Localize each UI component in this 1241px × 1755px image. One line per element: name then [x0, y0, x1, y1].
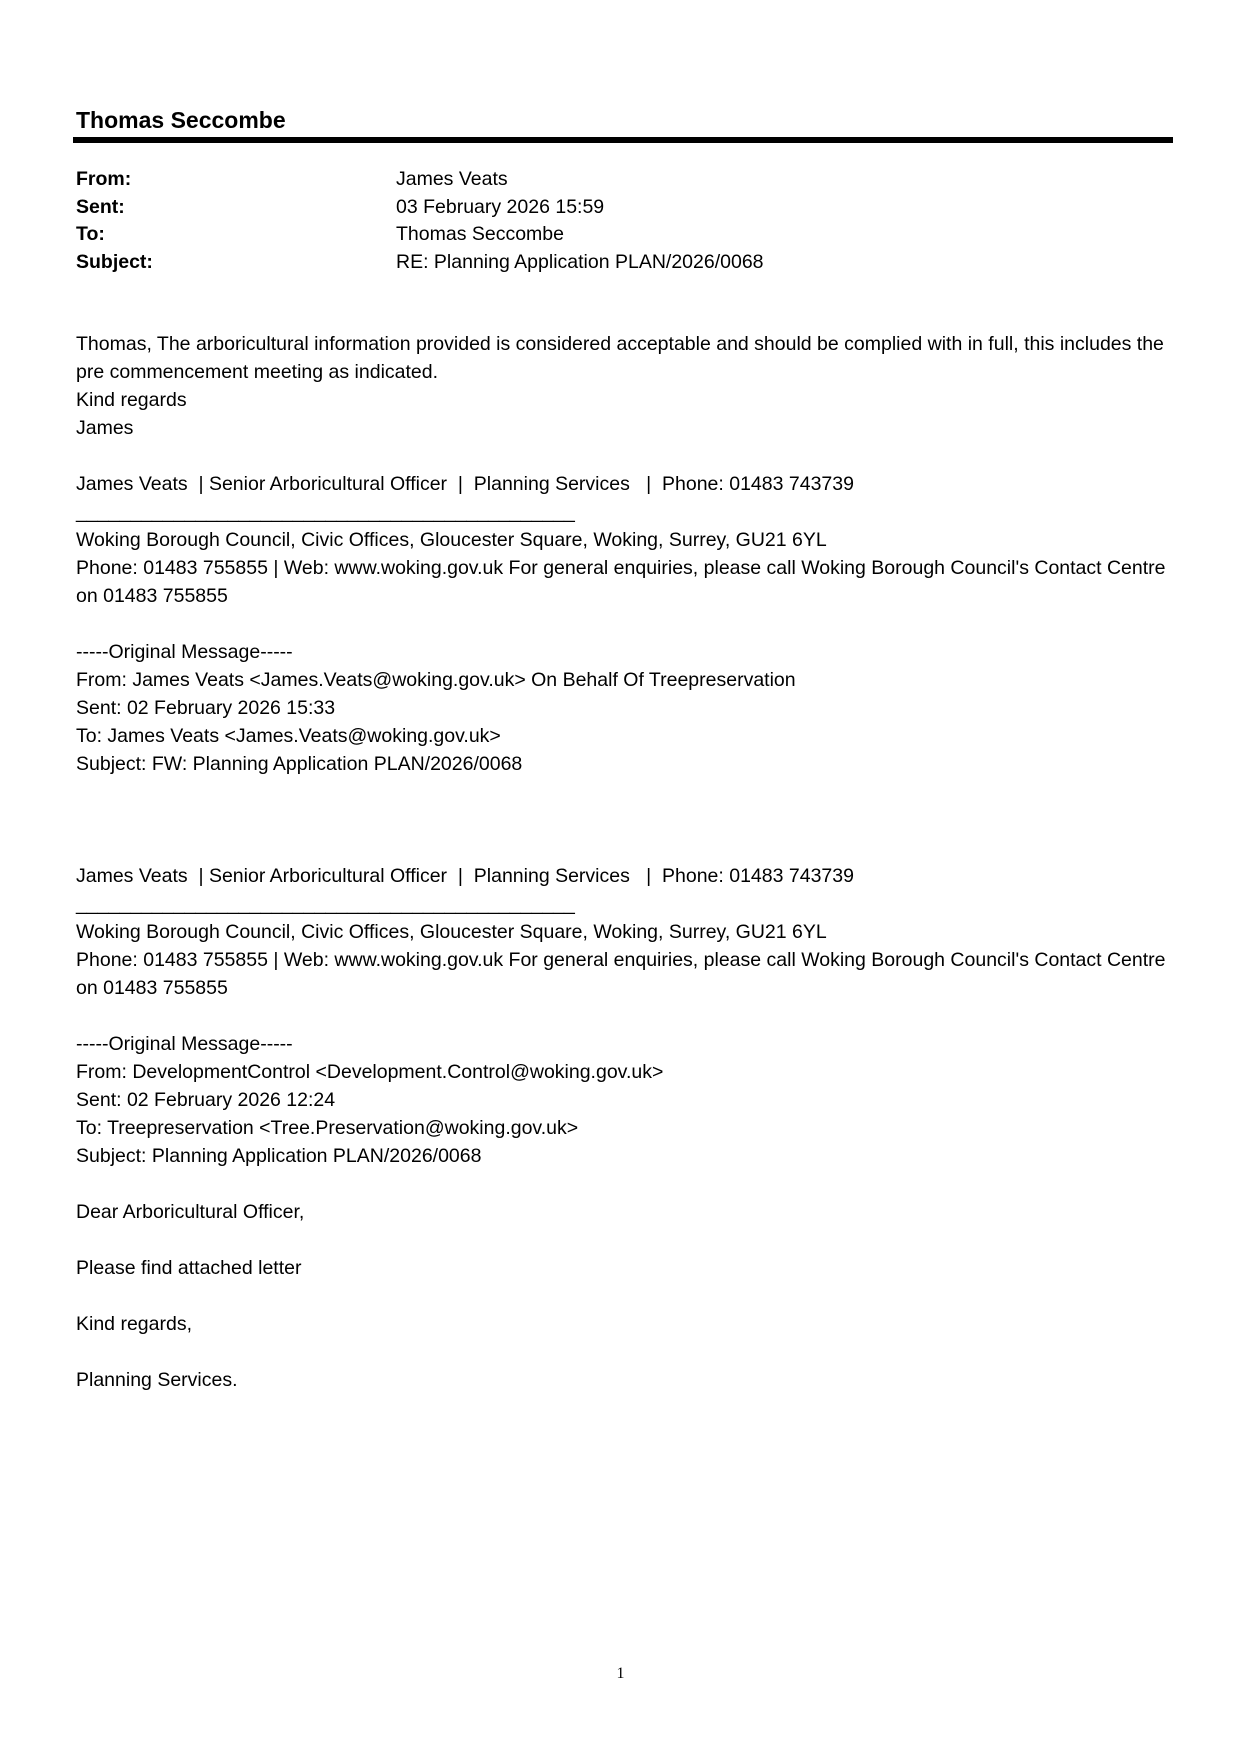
header-value-sent: 03 February 2026 15:59 — [396, 195, 605, 218]
message-body-text: Thomas, The arboricultural information provided is considered acceptable and should be complied with in full, this includes the pre commencement meeting as indicated. — [76, 333, 1170, 383]
message-closing: Kind regards — [76, 389, 187, 411]
mailbox-owner-name: Thomas Seccombe — [76, 107, 286, 133]
message-sign-name: James — [76, 417, 134, 439]
header-label-subject: Subject: — [76, 250, 153, 273]
original-1-sent: Sent: 02 February 2026 15:33 — [76, 697, 336, 719]
email-body — [76, 330, 1176, 1394]
signature-line-address: Woking Borough Council, Civic Offices, Gloucester Square, Woking, Surrey, GU21 6YL — [76, 529, 827, 551]
signature-2-line-contact: Phone: 01483 755855 | Web: www.woking.gov.uk For general enquiries, please call Woking Borough Council's Contact Centre on 01483 755855 — [76, 949, 1171, 999]
signature-line-contact: Phone: 01483 755855 | Web: www.woking.gov.uk For general enquiries, please call Woking Borough Council's Contact Centre on 01483 755855 — [76, 557, 1171, 607]
original-2-from: From: DevelopmentControl <Development.Control@woking.gov.uk> — [76, 1061, 664, 1083]
header-value-to: Thomas Seccombe — [396, 223, 564, 245]
page-number: 1 — [616, 1665, 625, 1682]
header-row-sent — [76, 194, 1166, 222]
original-2-body: Please find attached letter — [76, 1257, 302, 1279]
header-label-to: To: — [76, 223, 105, 245]
original-2-sign-off: Planning Services. — [76, 1369, 238, 1391]
original-2-closing: Kind regards, — [76, 1313, 192, 1335]
signature-2-line-title: James Veats | Senior Arboricultural Officer | Planning Services | Phone: 01483 743739 — [76, 865, 854, 887]
original-1-to: To: James Veats <James.Veats@woking.gov.uk> — [76, 725, 501, 747]
original-1-from: From: James Veats <James.Veats@woking.gov.uk> On Behalf Of Treepreservation — [76, 669, 796, 691]
header-row-from — [76, 166, 1166, 194]
header-label-from: From: — [76, 168, 132, 190]
email-headers — [76, 166, 1166, 276]
original-1-subject: Subject: FW: Planning Application PLAN/2026/0068 — [76, 753, 523, 775]
header-value-subject: RE: Planning Application PLAN/2026/0068 — [396, 250, 764, 273]
signature-line-title: James Veats | Senior Arboricultural Officer | Planning Services | Phone: 01483 743739 — [76, 473, 854, 495]
original-2-sent: Sent: 02 February 2026 12:24 — [76, 1089, 336, 1111]
signature-2-line-address: Woking Borough Council, Civic Offices, Gloucester Square, Woking, Surrey, GU21 6YL — [76, 921, 827, 943]
original-2-subject: Subject: Planning Application PLAN/2026/0068 — [76, 1145, 482, 1167]
original-2-to: To: Treepreservation <Tree.Preservation@woking.gov.uk> — [76, 1117, 579, 1139]
signature-separator: ______________________________________________ — [76, 501, 575, 523]
header-divider — [73, 137, 1173, 143]
original-message-marker-1: -----Original Message----- — [76, 641, 293, 663]
original-message-marker-2: -----Original Message----- — [76, 1033, 293, 1055]
header-row-subject — [76, 249, 1166, 277]
original-2-greeting: Dear Arboricultural Officer, — [76, 1201, 305, 1223]
header-label-sent: Sent: — [76, 195, 125, 218]
header-row-to — [76, 221, 1166, 249]
signature-2-separator: ______________________________________________ — [76, 893, 575, 915]
header-value-from: James Veats — [396, 168, 508, 190]
